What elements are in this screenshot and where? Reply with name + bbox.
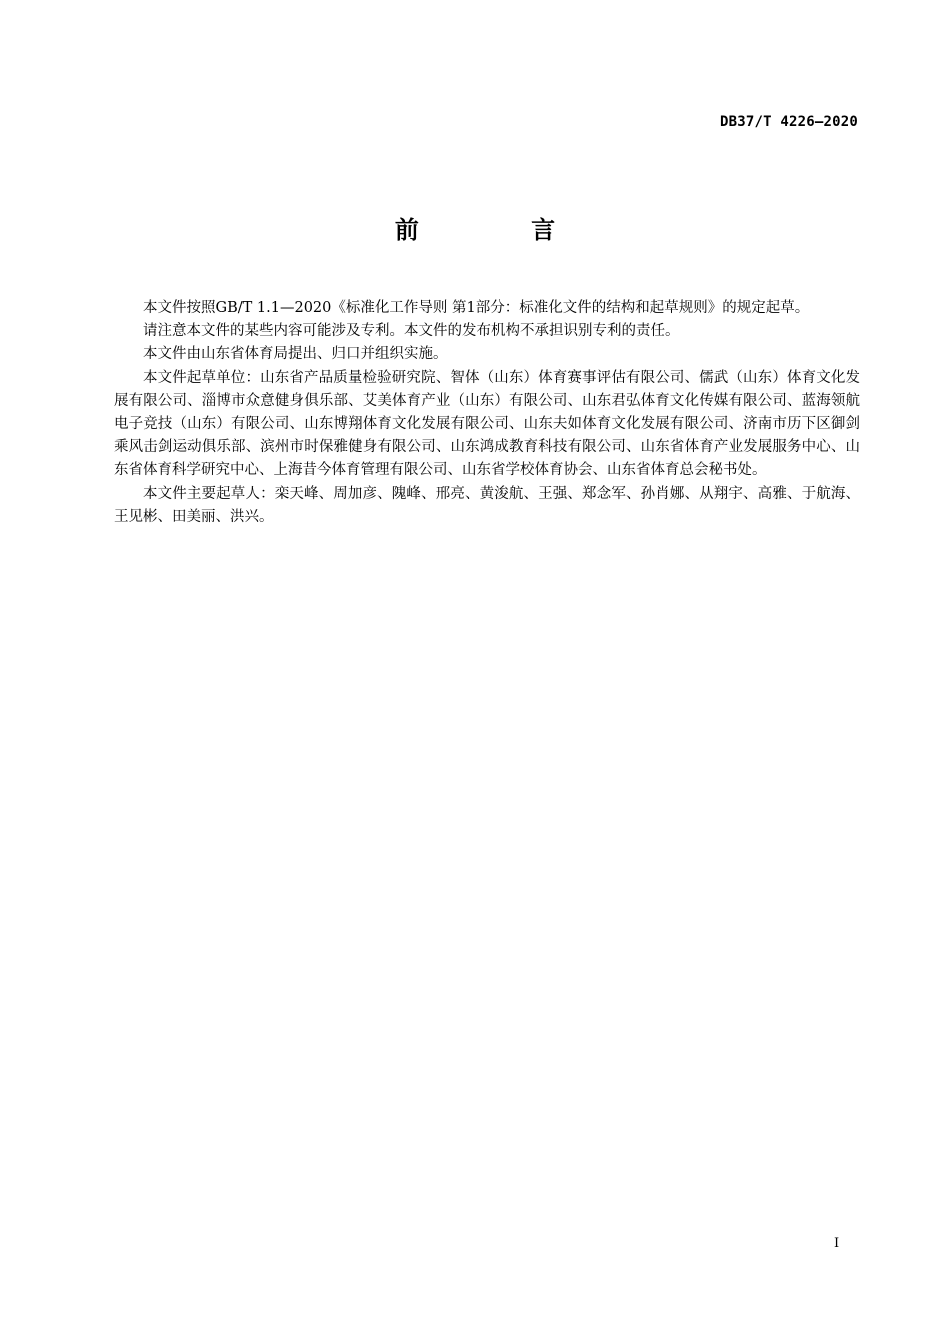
foreword-body <box>114 297 860 529</box>
paragraph-drafting-rules: 本文件按照GB/T 1.1—2020《标准化工作导则 第1部分：标准化文件的结构和起草规则》的规定起草。 <box>143 300 810 316</box>
page-number: I <box>834 1236 840 1251</box>
foreword-title: 前 言 <box>394 216 608 244</box>
document-code: DB37/T 4226—2020 <box>719 114 858 130</box>
paragraph-main-drafters: 本文件主要起草人：栾天峰、周加彦、隗峰、邢亮、黄浚航、王强、郑念军、孙肖娜、从翔宇、高雅、于航海、王见彬、田美丽、洪兴。 <box>114 485 860 525</box>
paragraph-drafting-units: 本文件起草单位：山东省产品质量检验研究院、智体（山东）体育赛事评估有限公司、儒武（山东）体育文化发展有限公司、淄博市众意健身俱乐部、艾美体育产业（山东）有限公司、山东君弘体育文化传媒有限公司、蓝海领航电子竞技（山东）有限公司、山东博翔体育文化发展有限公司、山东夫如体育文化发展有限公司、济南市历下区御剑乘风击剑运动俱乐部、滨州市时保雅健身有限公司、山东鸿成教育科技有限公司、山东省体育产业发展服务中心、山东省体育科学研究中心、上海昔今体育管理有限公司、山东省学校体育协会、山东省体育总会秘书处。 <box>114 369 860 479</box>
paragraph-proposer: 本文件由山东省体育局提出、归口并组织实施。 <box>143 346 448 363</box>
paragraph-patent-notice: 请注意本文件的某些内容可能涉及专利。本文件的发布机构不承担识别专利的责任。 <box>143 323 680 340</box>
